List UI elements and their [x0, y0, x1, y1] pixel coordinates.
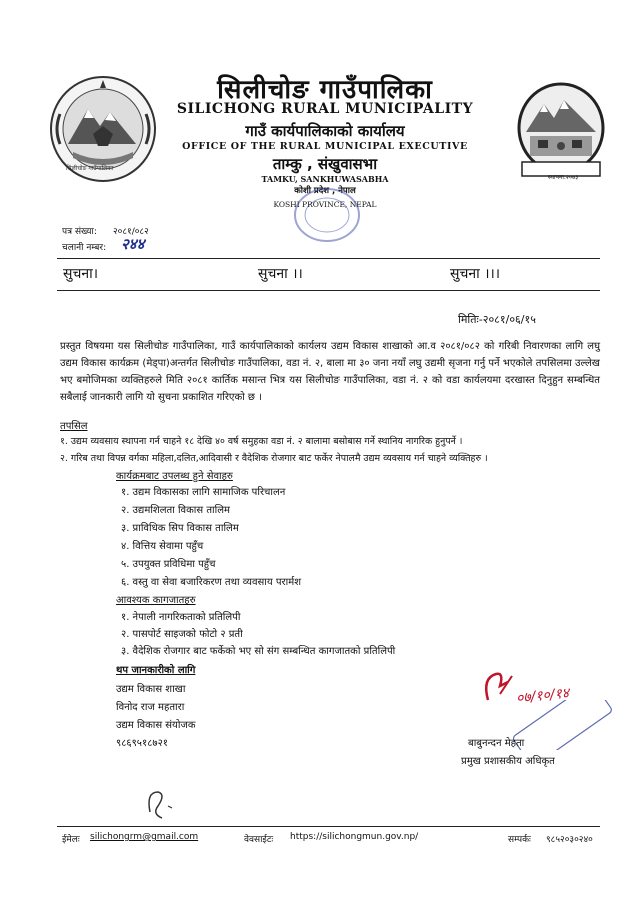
- contact-line: उद्यम विकास संयोजक: [116, 720, 196, 731]
- signatory-stamp: [508, 700, 618, 750]
- dispatch-number-value: २४४: [121, 235, 145, 253]
- document-item: ३. वैदेशिक रोजगार बाट फर्केको भए सो संग सम्बन्धित कागजातको प्रतिलिपी: [121, 646, 396, 657]
- contact-line: विनोद राज महतारा: [116, 702, 185, 713]
- left-seal-caption: सिलीचोङ गाउँपालिका: [66, 165, 114, 172]
- province-nepali: कोशी प्रदेश , नेपाल: [294, 186, 356, 196]
- municipality-title-nepali: सिलीचोङ गाउँपालिका: [217, 75, 433, 105]
- municipality-logo-icon: [516, 82, 606, 182]
- left-emblem: [48, 74, 158, 184]
- signatory-title: प्रमुख प्रशासकीय अधिकृत: [461, 756, 555, 767]
- footer-phone-label: सम्पर्कः: [508, 835, 531, 845]
- footer-email-label: ईमेलः: [62, 835, 80, 845]
- office-stamp: [292, 185, 362, 245]
- footer-phone-value: ९८५२०३०२४०: [546, 835, 593, 845]
- province-english: KOSHI PROVINCE, NEPAL: [273, 200, 377, 209]
- footer-website-label: वेवसाईटः: [244, 835, 274, 845]
- contact-phone: ९८६९५१८७२१: [116, 738, 168, 749]
- contact-line: उद्यम विकास शाखा: [116, 684, 186, 695]
- document-item: १. नेपाली नागरिकताको प्रतिलिपी: [121, 612, 241, 623]
- footer-divider: [57, 826, 600, 827]
- signatory-name: बाबुनन्दन मेहता: [468, 738, 525, 749]
- document-item: २. पासपोर्ट साइजको फोटो २ प्रती: [121, 629, 243, 640]
- service-item: ४. वित्तिय सेवामा पहुँच: [121, 541, 204, 552]
- office-title-nepali: गाउँ कार्यपालिकाको कार्यालय: [245, 122, 405, 140]
- contact-heading: थप जानकारीको लागि: [116, 665, 196, 676]
- service-item: ३. प्राविधिक सिप विकास तालिम: [121, 523, 239, 534]
- tapsil-item: १. उद्यम व्यवसाय स्थापना गर्न चाहने १८ देखि ४० वर्ष समुहका वडा नं. २ बालामा बसोबास गर्ने स्थानिय नागरिक हुनुपर्ने ।: [60, 436, 463, 447]
- footer-website-link[interactable]: https://silichongmun.gov.np/: [290, 832, 419, 842]
- footer-email-link[interactable]: silichongrm@gmail.com: [90, 832, 199, 842]
- office-title-english: OFFICE OF THE RURAL MUNICIPAL EXECUTIVE: [182, 141, 468, 152]
- tapsil-heading: तपसिल: [60, 421, 88, 432]
- service-item: १. उद्यम विकासका लागि सामाजिक परिचालन: [121, 487, 286, 498]
- services-heading: कार्यक्रमबाट उपलब्ध हुने सेवाहरु: [116, 471, 233, 482]
- letter-number-value: २०८१/०८२: [113, 227, 149, 237]
- address-english: TAMKU, SANKHUWASABHA: [261, 174, 389, 184]
- municipality-title-english: SILICHONG RURAL MUNICIPALITY: [176, 101, 474, 117]
- initials-icon: [140, 784, 180, 824]
- notice-heading-2: सुचना ।।: [258, 266, 303, 282]
- documents-heading: आवश्यक कागजातहरु: [116, 595, 196, 606]
- divider-top: [57, 258, 600, 259]
- service-item: ६. वस्तु वा सेवा बजारिकरण तथा व्यवसाय परार्मश: [121, 577, 301, 588]
- service-item: ५. उपयुक्त प्रविधिमा पहुँच: [121, 559, 216, 570]
- notice-heading-3: सुचना ।।।: [450, 266, 501, 282]
- right-seal-caption: स्थापना:२०७३: [548, 174, 579, 181]
- stamp-icon: [508, 700, 618, 750]
- letter-number-label: पत्र संख्या:: [62, 227, 97, 237]
- notice-body-paragraph: प्रस्तुत विषयमा यस सिलीचोङ गाउँपालिका, गाउँ कार्यपालिकाको कार्यलय उद्यम विकास शाखाको आ.व २०८१/०८२ को गरिबी निवारणका लागि लघु उद्यम विकास कार्यक्रम (मेड्पा)अन्तर्गत सिलीचोङ गाउँपालिका, वडा नं. २, बाला मा ३० जना नयाँ लघु उद्यमी सृजना गर्नु पर्ने भएकोले तपसिलमा उल्लेख भए बमोजिमका व्यक्तिहरुले मिति २०८१ कार्तिक मसान्त भित्र यस सिलीचोङ गाउँपालिका, वडा नं. २ को वडा कार्यलयमा दरखास्त दिनुहुन सम्बन्धित सबैलाई जानकारी लागि यो सुचना प्रकाशित गरिएको छ ।: [60, 341, 600, 403]
- divider-notice: [57, 290, 600, 291]
- notice-date: मितिः-२०८१/०६/१५: [458, 313, 536, 326]
- address-nepali: ताम्कु , संखुवासभा: [272, 155, 378, 173]
- initials-mark: [140, 784, 180, 824]
- handwritten-date: ०७/१०/१४: [515, 685, 570, 707]
- service-item: २. उद्यमशिलता विकास तालिम: [121, 505, 230, 516]
- notice-heading-1: सुचना।: [63, 266, 99, 282]
- dispatch-number-label: चलानी नम्बर:: [62, 243, 107, 253]
- tapsil-item: २. गरिब तथा विपन्न वर्गका महिला,दलित,आदिवासी र वैदेशिक रोजगार बाट फर्केर नेपालमै उद्यम व्यवसाय गर्न चाहने व्यक्तिहरु ।: [60, 453, 488, 464]
- right-emblem: [516, 82, 606, 182]
- stamp-icon: [292, 185, 362, 245]
